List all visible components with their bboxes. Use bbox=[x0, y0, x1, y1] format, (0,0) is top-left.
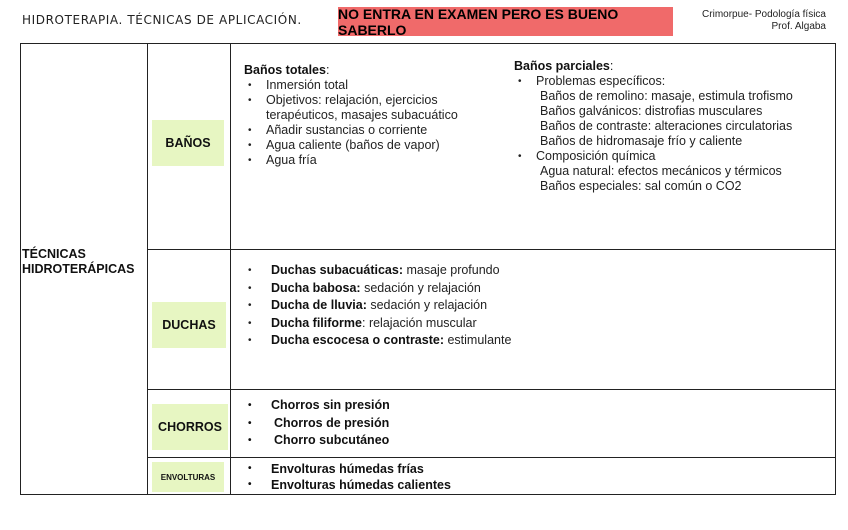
sub-list-item: Baños de remolino: masaje, estimula trofismo bbox=[540, 89, 793, 103]
list-item: • Agua caliente (baños de vapor) bbox=[244, 138, 494, 153]
category-chorros: CHORROS bbox=[152, 404, 228, 450]
list-item: • Objetivos: relajación, ejercicios terapéuticos, masajes subacuático bbox=[244, 93, 494, 123]
list-item: • Ducha babosa: sedación y relajación bbox=[244, 280, 804, 298]
row-divider-2 bbox=[147, 389, 836, 390]
composicion-sublist bbox=[536, 164, 832, 194]
list-item: • Ducha escocesa o contraste: estimulante bbox=[244, 332, 804, 350]
banos-totales-heading: Baños totales: bbox=[244, 63, 330, 77]
document-title: HIDROTERAPIA. TÉCNICAS DE APLICACIÓN. bbox=[22, 13, 302, 27]
category-envolturas: ENVOLTURAS bbox=[152, 462, 224, 492]
list-item: • Agua fría bbox=[244, 153, 494, 168]
list-item: • Envolturas húmedas calientes bbox=[244, 477, 644, 493]
category-duchas: DUCHAS bbox=[152, 302, 226, 348]
category-banos: BAÑOS bbox=[152, 120, 224, 166]
sub-list-item: Baños de contraste: alteraciones circulatorias bbox=[540, 119, 793, 133]
row-divider-1 bbox=[147, 249, 836, 250]
credit-professor: Prof. Algaba bbox=[771, 21, 826, 32]
author-credit bbox=[656, 9, 826, 33]
list-item: • Inmersión total bbox=[244, 78, 494, 93]
column-divider-2 bbox=[230, 43, 231, 495]
main-label-line2: HIDROTERÁPICAS bbox=[22, 262, 135, 276]
banos-parciales-heading: Baños parciales: bbox=[514, 59, 614, 73]
list-item: • Composición química Agua natural: efectos mecánicos y térmicos Baños especiales: sal común o CO2 bbox=[514, 149, 832, 194]
column-divider-1 bbox=[147, 43, 148, 495]
envolturas-block bbox=[244, 461, 644, 493]
chorros-block bbox=[244, 397, 644, 450]
duchas-block bbox=[244, 262, 804, 350]
banos-totales-list bbox=[244, 78, 494, 168]
banos-parciales-list bbox=[514, 74, 832, 194]
list-item: • Chorros de presión bbox=[244, 415, 644, 433]
row-divider-3 bbox=[147, 457, 836, 458]
list-item: • Chorro subcutáneo bbox=[244, 432, 644, 450]
list-item: • Ducha de lluvia: sedación y relajación bbox=[244, 297, 804, 315]
main-category-label bbox=[22, 247, 147, 277]
list-item: • Añadir sustancias o corriente bbox=[244, 123, 494, 138]
main-label-line1: TÉCNICAS bbox=[22, 247, 86, 261]
exam-notice-badge: NO ENTRA EN EXAMEN PERO ES BUENO SABERLO bbox=[338, 7, 673, 36]
list-item: • Duchas subacuáticas: masaje profundo bbox=[244, 262, 804, 280]
list-item: • Chorros sin presión bbox=[244, 397, 644, 415]
sub-list-item: Agua natural: efectos mecánicos y térmicos bbox=[540, 164, 782, 178]
chorros-list bbox=[244, 397, 644, 450]
list-item: • Ducha filiforme: relajación muscular bbox=[244, 315, 804, 333]
envolturas-list bbox=[244, 461, 644, 493]
sub-list-item: Baños de hidromasaje frío y caliente bbox=[540, 134, 743, 148]
banos-parciales-block bbox=[514, 59, 832, 194]
sub-list-item: Baños galvánicos: distrofias musculares bbox=[540, 104, 763, 118]
banos-totales-block bbox=[244, 63, 494, 168]
list-item: • Problemas específicos: Baños de remolino: masaje, estimula trofismo Baños galvánicos: distrofias musculares Baños de contraste: alteraciones circulatorias Baños de hidromasaje frío y caliente bbox=[514, 74, 832, 149]
list-item: • Envolturas húmedas frías bbox=[244, 461, 644, 477]
credit-course: Crimorpue- Podología física bbox=[702, 9, 826, 20]
duchas-list bbox=[244, 262, 804, 350]
sub-list-item: Baños especiales: sal común o CO2 bbox=[540, 179, 742, 193]
problemas-sublist bbox=[536, 89, 832, 149]
